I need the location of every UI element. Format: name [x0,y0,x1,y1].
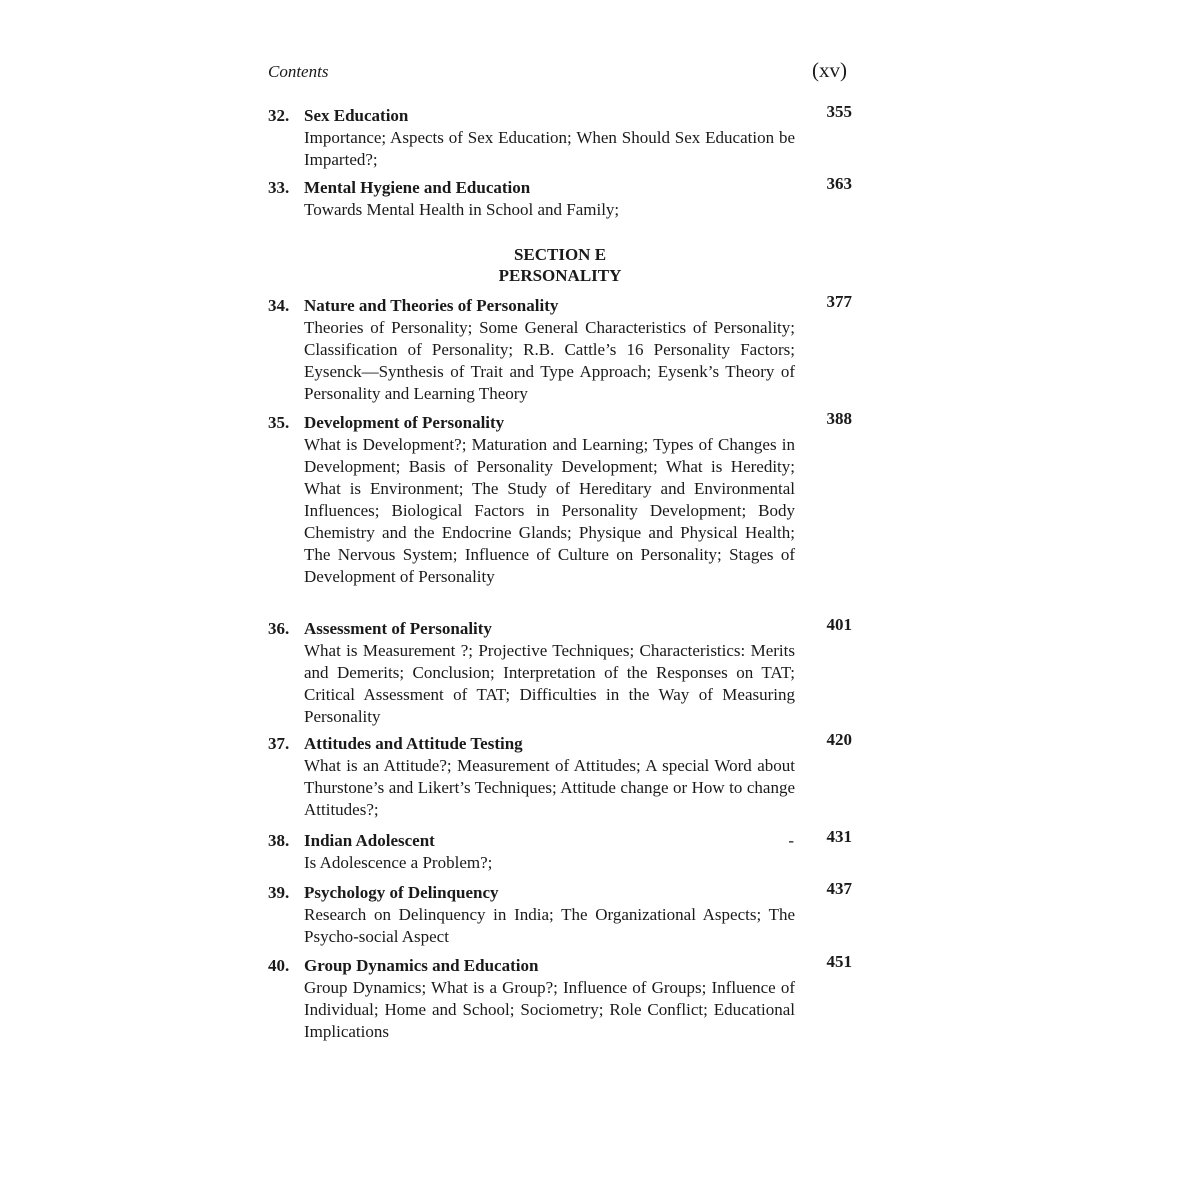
chapter-number: 33. [268,178,290,197]
page-number: 377 [826,292,852,311]
chapter-title: Sex Education [304,106,409,125]
page-number: 431 [826,827,852,846]
chapter-title: Assessment of Personality [304,619,492,638]
chapter-number: 38. [268,831,290,850]
chapter-number: 39. [268,883,290,902]
toc-entry [268,879,852,948]
chapter-title: Indian Adolescent [304,831,435,850]
section-label: SECTION E [513,245,607,264]
toc-entry [268,409,852,588]
chapter-number: 32. [268,106,290,125]
chapter-topics: Research on Delinquency in India; The Organizational Aspects; The Psycho-social Aspect [304,905,795,946]
page-number: 388 [826,409,852,428]
toc-entry [268,102,852,171]
chapter-topics: What is an Attitude?; Measurement of Attitudes; A special Word about Thurstone’s and Likert’s Techniques; Attitude change or How to change Attitudes?; [304,756,795,819]
chapter-title: Attitudes and Attitude Testing [304,734,523,753]
chapter-number: 36. [268,619,290,638]
page-number: 355 [826,102,852,121]
page-number: 437 [826,879,852,898]
chapter-topics: Group Dynamics; What is a Group?; Influence of Groups; Influence of Individual; Home and School; Sociometry; Role Conflict; Educational Implications [304,978,795,1041]
toc-entry [268,292,852,405]
page-number: 451 [826,952,852,971]
page-number: 401 [826,615,852,634]
chapter-title: Group Dynamics and Education [304,956,539,975]
chapter-number: 40. [268,956,290,975]
chapter-title: Development of Personality [304,413,505,432]
chapter-topics: Is Adolescence a Problem?; [304,853,493,872]
section-title: PERSONALITY [498,266,622,285]
toc-entry [268,827,852,874]
chapter-number: 34. [268,296,290,315]
chapter-title: Nature and Theories of Personality [304,296,559,315]
chapter-title: Mental Hygiene and Education [304,178,531,197]
chapter-number: 37. [268,734,290,753]
chapter-topics: Towards Mental Health in School and Family; [304,200,620,219]
running-head: Contents [268,62,329,81]
chapter-topics: What is Measurement ?; Projective Techniques; Characteristics: Merits and Demerits; Conclusion; Interpretation of the Responses on TAT; Critical Assessment of TAT; Difficulties in the Way of Measuring Personality [304,641,795,726]
toc-entry [268,615,852,728]
page-number: 420 [826,730,852,749]
section-heading [268,244,852,286]
toc-entry [268,730,852,821]
page-number: 363 [826,174,852,193]
chapter-topics: Importance; Aspects of Sex Education; When Should Sex Education be Imparted?; [304,128,795,169]
toc-entry [268,174,852,221]
chapter-topics: What is Development?; Maturation and Learning; Types of Changes in Development; Basis of Personality Development; What is Heredity; What is Environment; The Study of Hereditary and Environmental Influences; Biological Factors in Personality Development; Body Chemistry and the Endocrine Glands; Physique and Physical Health; The Nervous System; Influence of Culture on Personality; Stages of Development of Personality [304,435,795,586]
chapter-title: Psychology of Delinquency [304,883,499,902]
chapter-number: 35. [268,413,290,432]
chapter-topics: Theories of Personality; Some General Characteristics of Personality; Classification of Personality; R.B. Cattle’s 16 Personality Factors; Eysenck—Synthesis of Trait and Type Approach; Eysenk’s Theory of Personality and Learning Theory [304,318,795,403]
toc-entry [268,952,852,1043]
page-folio: (xv) [812,58,847,82]
leader-dash: - [788,831,794,850]
